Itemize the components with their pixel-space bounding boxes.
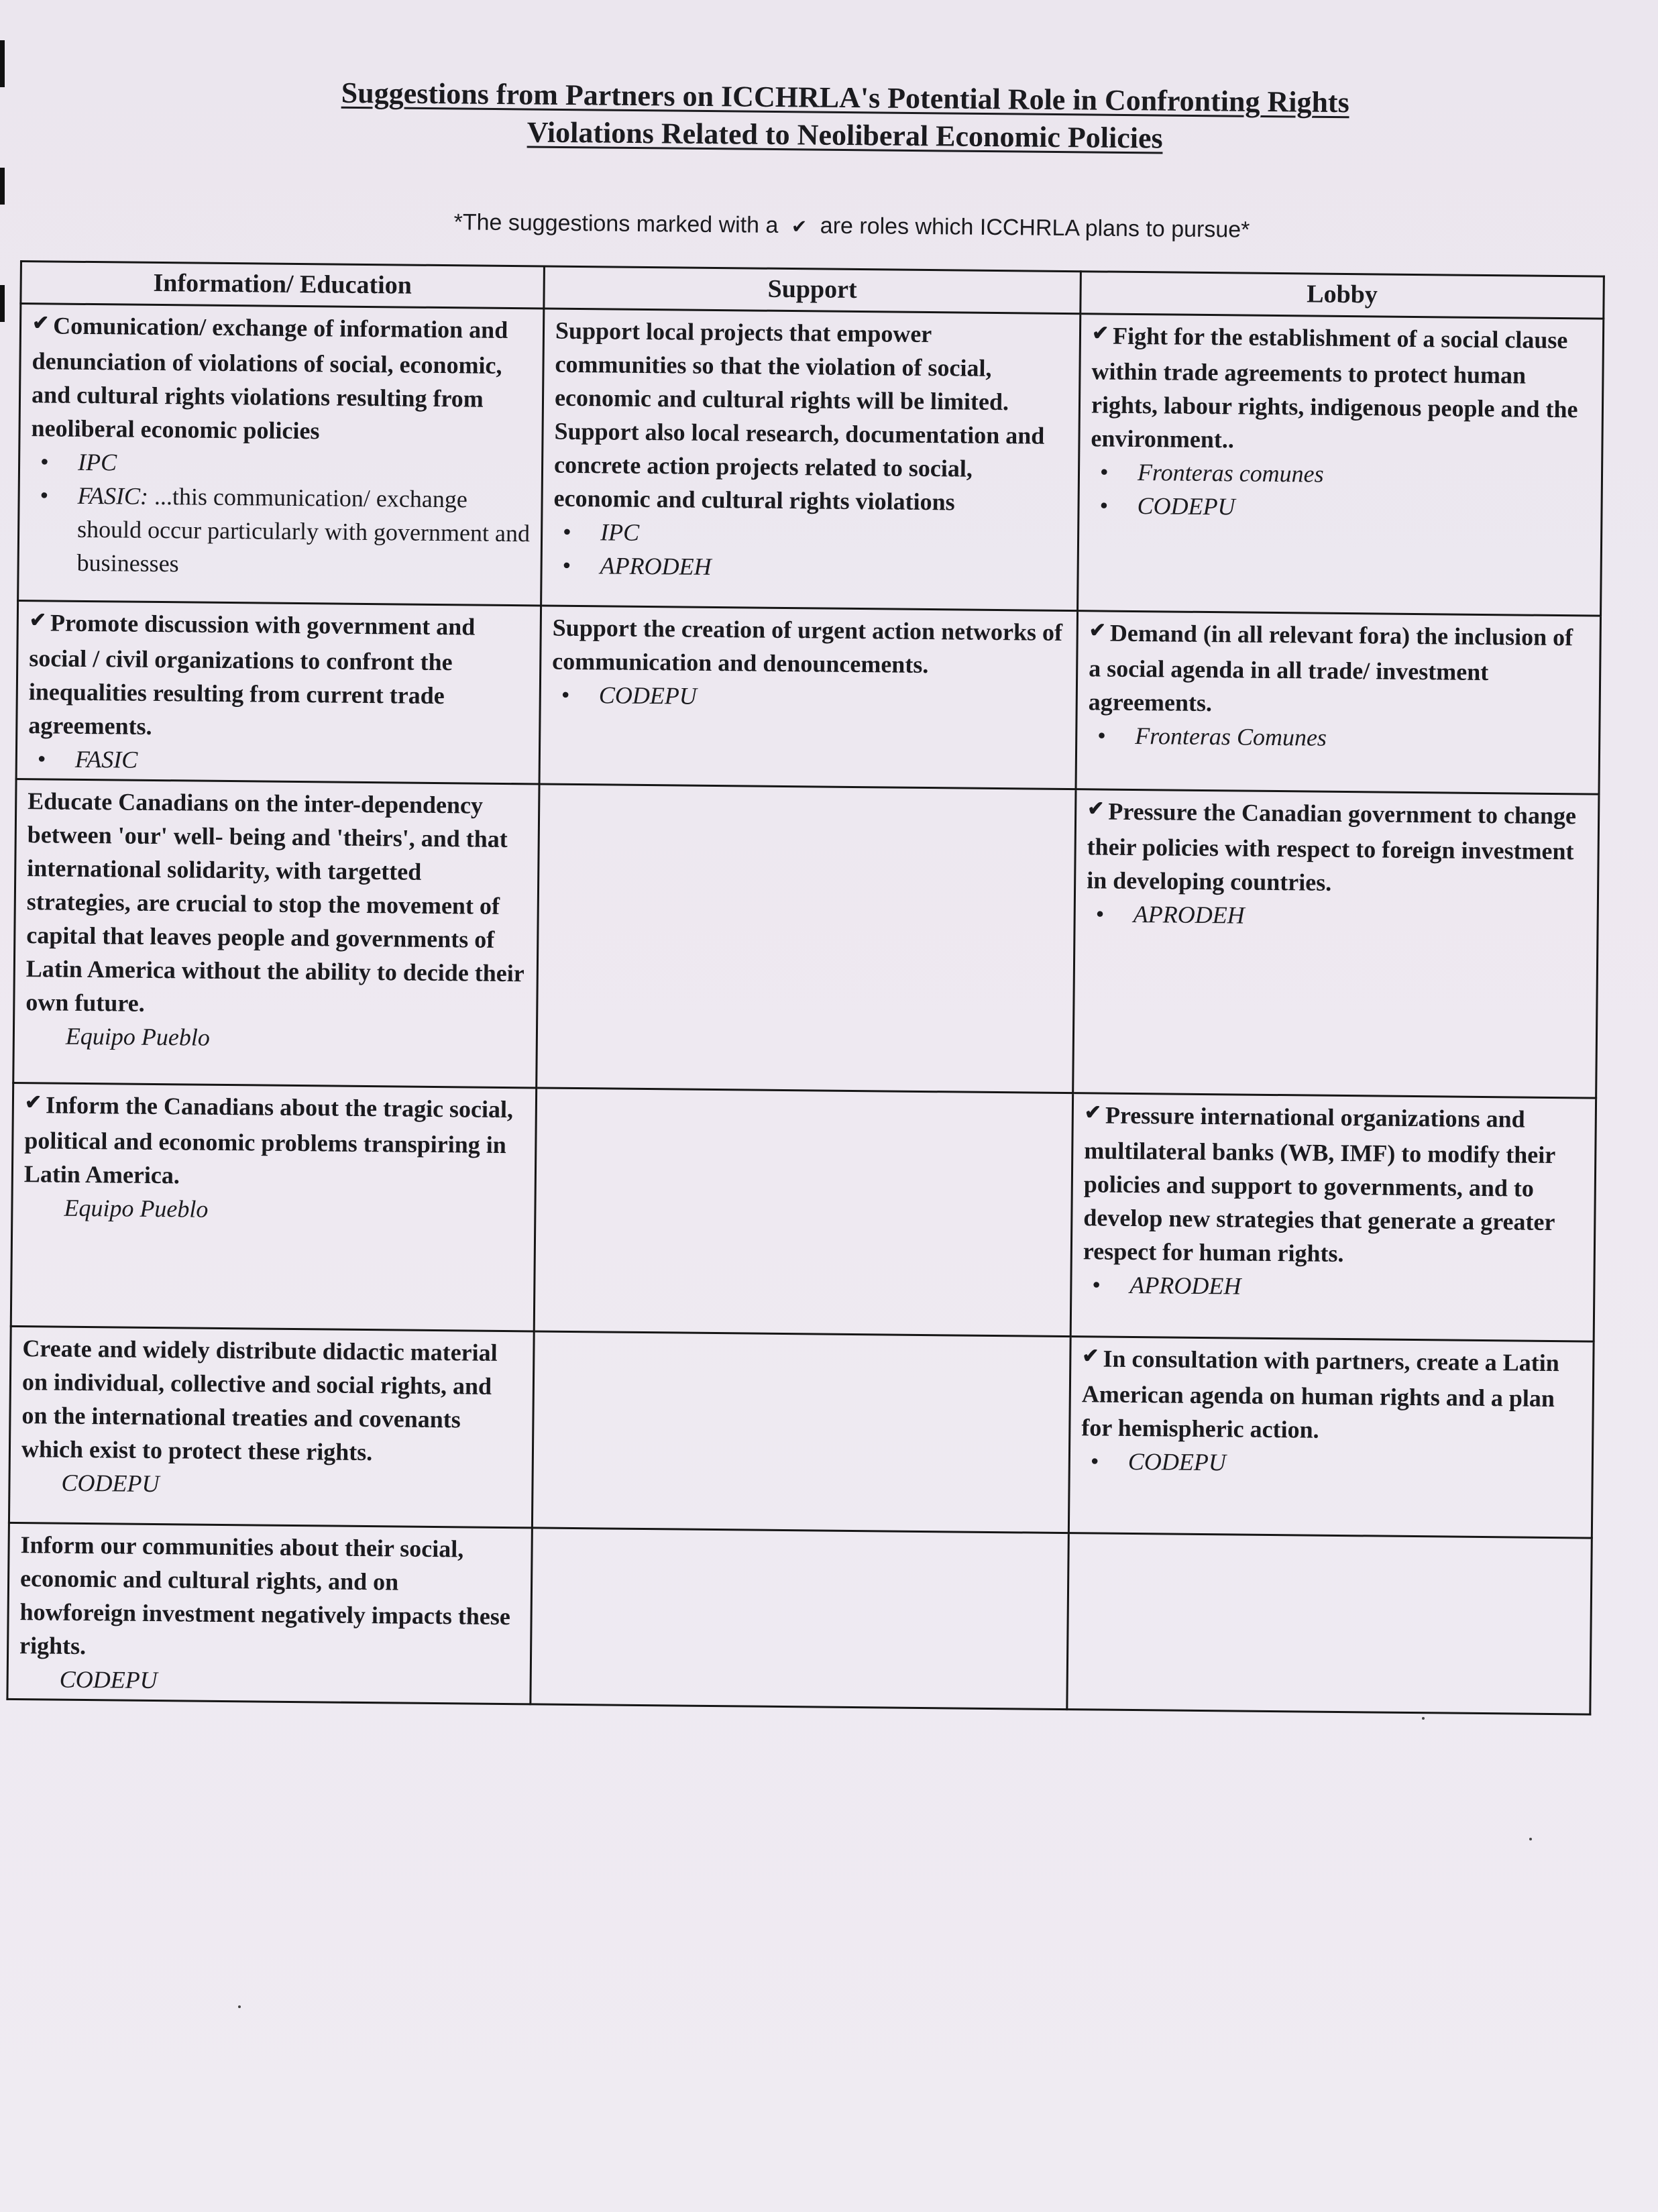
binder-hole-mark: [0, 168, 5, 205]
partner-item-with-note: [30, 478, 530, 584]
lobby-text: Fight for the establishment of a social clause within trade agreements to protect human rights, labour rights, indigenous people and the environment..: [1091, 322, 1578, 453]
info-text: Comunication/ exchange of information and denunciation of violations of social, economic, and cultural rights violations resulting from neoliberal economic policies: [31, 312, 508, 445]
partner-list: [1088, 718, 1588, 757]
partner-item: • CODEPU: [1081, 1444, 1581, 1482]
lobby-cell: [1078, 314, 1604, 616]
lobby-cell: [1073, 789, 1599, 1098]
partner-list: [28, 742, 528, 780]
column-header-info: Information/ Education: [21, 262, 545, 309]
lobby-text: Pressure the Canadian government to change their policies with respect to foreign investment in developing countries.: [1087, 797, 1577, 896]
partner-name: CODEPU: [59, 1665, 158, 1694]
table-row: [18, 304, 1604, 616]
partner-name: FASIC:: [77, 482, 149, 510]
binder-hole-mark: [0, 285, 5, 322]
support-cell: [539, 606, 1078, 789]
info-text: Inform the Canadians about the tragic social, political and economic problems transpiring in Latin America.: [23, 1091, 514, 1189]
partner-list: [1081, 1444, 1581, 1482]
checkmark-icon: ✔: [29, 609, 47, 632]
partner-note: ...this communication/ exchange should occur particularly with government and businesses: [76, 482, 531, 577]
checkmark-icon: ✔: [1084, 1101, 1102, 1124]
info-cell: [9, 1326, 534, 1527]
partner-item: • IPC: [31, 445, 531, 483]
partner-item: • CODEPU: [552, 678, 1065, 716]
info-text: Educate Canadians on the inter-dependency between 'our' well- being and 'theirs', and that international solidarity, with targetted strategies, are crucial to stop the movement of capital that leaves people and governments of Latin America without the ability to decide their own future.: [25, 787, 524, 1017]
lobby-cell: [1070, 1093, 1596, 1341]
info-cell: [16, 600, 541, 783]
title-line-1: Suggestions from Partners on ICCHRLA's Potential Role in Confronting Rights: [341, 76, 1349, 119]
table-row: [7, 1523, 1592, 1714]
partner-list: [553, 515, 1066, 587]
document-title: [154, 72, 1537, 161]
partner-list: [1086, 897, 1586, 935]
table-row: [9, 1326, 1594, 1538]
partner-item: • APRODEH: [1086, 897, 1586, 935]
info-cell: [13, 779, 539, 1087]
support-cell-empty: [531, 1528, 1068, 1710]
checkmark-icon: ✔: [1082, 1345, 1099, 1368]
checkmark-icon: ✔: [1091, 322, 1109, 345]
partner-item: • CODEPU: [1090, 488, 1590, 527]
partner-list: [1083, 1268, 1582, 1306]
note-before: *The suggestions marked with a: [453, 209, 779, 238]
info-text: Create and widely distribute didactic material on individual, collective and social rights, and on the international treaties and covenants which exist to protect these rights.: [21, 1335, 498, 1466]
partner-item: • APRODEH: [1083, 1268, 1582, 1306]
paper-speck: [238, 2005, 241, 2008]
column-header-lobby: Lobby: [1081, 272, 1604, 319]
partner-name: CODEPU: [61, 1469, 160, 1498]
lobby-text: Demand (in all relevant fora) the inclusion of a social agenda in all trade/ investment agreements.: [1088, 619, 1573, 717]
partner-item: • FASIC: [28, 742, 528, 780]
lobby-cell-empty: [1067, 1533, 1592, 1714]
checkmark-icon: ✔: [791, 216, 808, 237]
table-row: [11, 1083, 1596, 1341]
partner-list: [1090, 455, 1590, 527]
partner-item: • APRODEH: [553, 549, 1066, 587]
support-cell-empty: [537, 784, 1076, 1093]
support-cell: [541, 309, 1081, 611]
support-text: Support the creation of urgent action networks of communication and denouncements.: [552, 614, 1063, 679]
table-row: [13, 779, 1599, 1098]
paper-speck: [1422, 1717, 1425, 1720]
partner-item: • Fronteras comunes: [1091, 455, 1590, 493]
info-text: Inform our communities about their social, economic and cultural rights, and on howforeign investment negatively impacts these rights.: [19, 1531, 511, 1660]
info-cell: [18, 304, 544, 606]
checkmark-icon: ✔: [32, 312, 50, 335]
legend-note: [376, 209, 1328, 244]
lobby-text: Pressure international organizations and multilateral banks (WB, IMF) to modify their policies and support to governments, and to develop new strategies that generate a greater respect for human rights.: [1083, 1101, 1555, 1268]
checkmark-icon: ✔: [1087, 797, 1105, 820]
info-cell: [11, 1083, 536, 1331]
partner-list: [30, 445, 531, 584]
roles-table: [6, 260, 1603, 1716]
paper-speck: [1529, 1838, 1532, 1840]
lobby-cell: [1068, 1337, 1594, 1538]
support-cell-empty: [532, 1331, 1070, 1533]
lobby-text: In consultation with partners, create a Latin American agenda on human rights and a plan for hemispheric action.: [1081, 1345, 1559, 1443]
partner-name: Equipo Pueblo: [64, 1194, 209, 1223]
checkmark-icon: ✔: [24, 1091, 42, 1114]
info-cell: [7, 1523, 532, 1704]
partner-list: [552, 678, 1065, 716]
partner-item: • Fronteras Comunes: [1088, 718, 1588, 757]
binder-hole-mark: [0, 40, 5, 87]
title-line-2: Violations Related to Neoliberal Economic Policies: [527, 115, 1163, 155]
partner-item: • IPC: [553, 515, 1066, 553]
table-row: [16, 600, 1600, 794]
support-text: Support local projects that empower communities so that the violation of social, economic and cultural rights will be limited. Support also local research, documentation and concrete action projects related to social, economic and cultural rights violations: [553, 317, 1045, 516]
column-header-support: Support: [544, 266, 1081, 314]
note-after: are roles which ICCHRLA plans to pursue*: [820, 213, 1250, 243]
info-text: Promote discussion with government and social / civil organizations to confront the inequalities resulting from current trade agreements.: [28, 609, 476, 740]
partner-name: Equipo Pueblo: [65, 1022, 211, 1051]
support-cell-empty: [534, 1088, 1072, 1337]
lobby-cell: [1076, 611, 1601, 794]
checkmark-icon: ✔: [1089, 619, 1107, 642]
